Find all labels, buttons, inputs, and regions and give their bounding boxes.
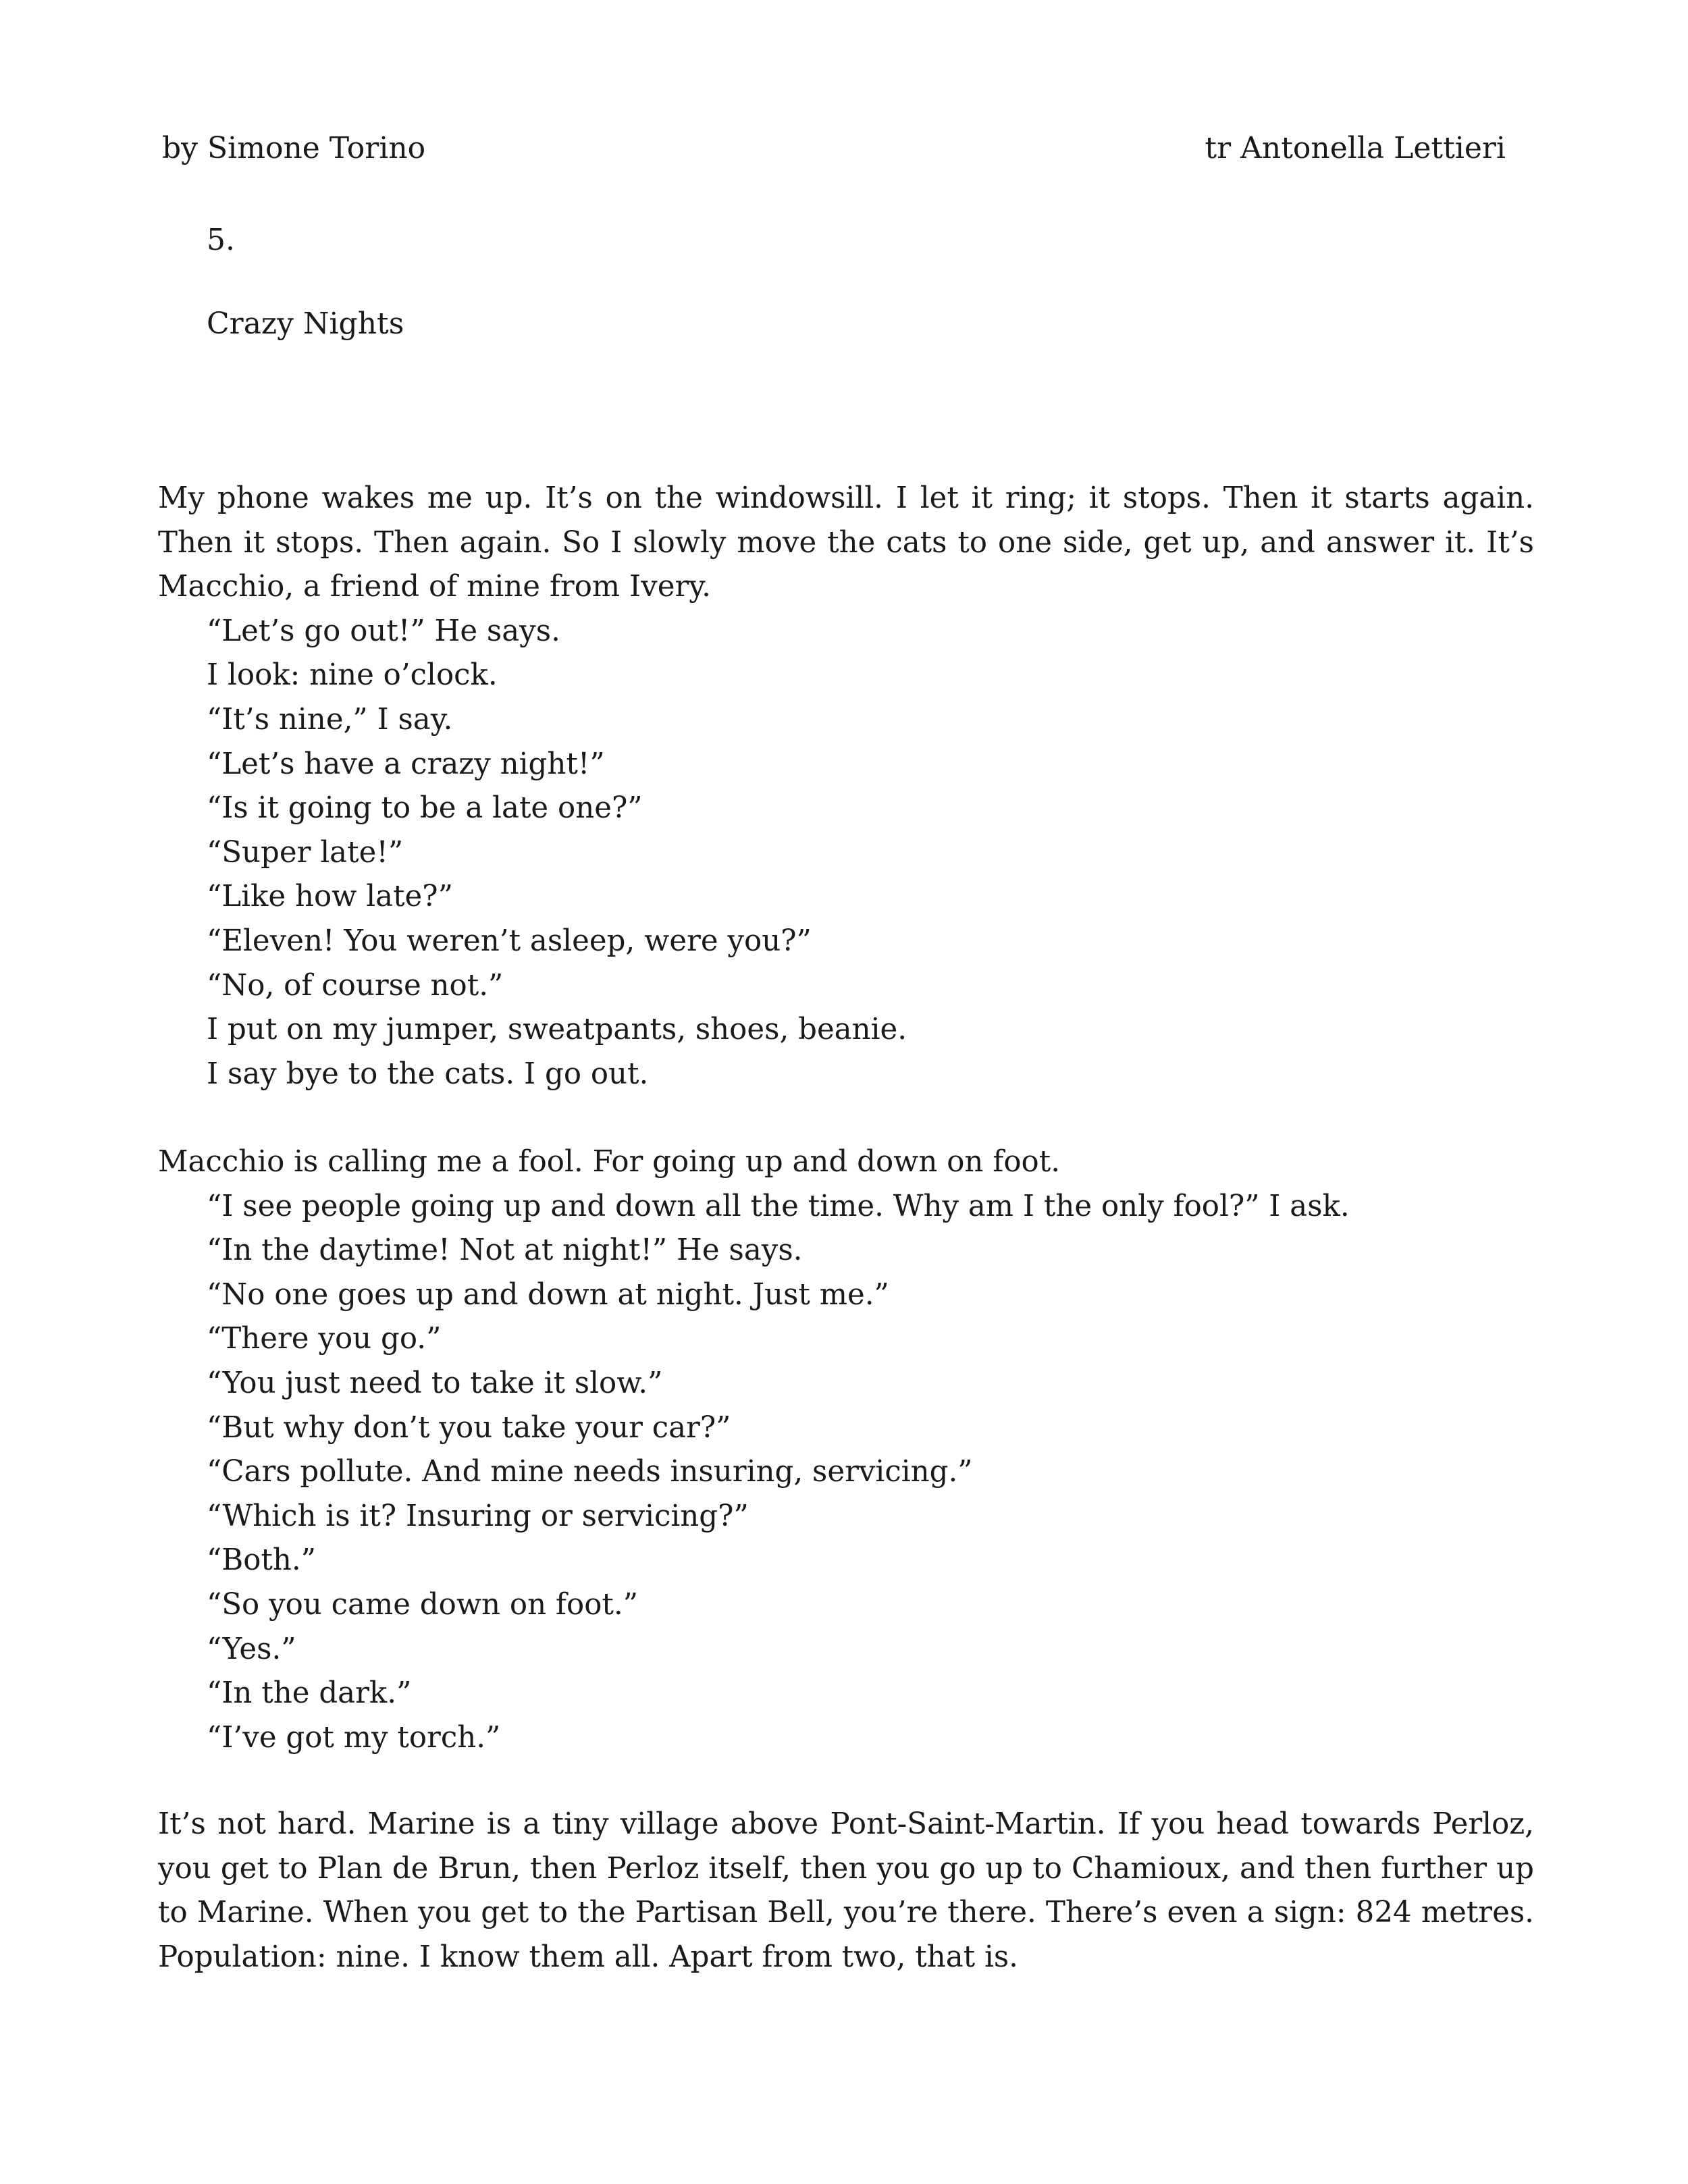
dialogue-line: “Cars pollute. And mine needs insuring, servicing.”: [207, 1455, 973, 1489]
dialogue-line: “In the dark.”: [207, 1676, 412, 1711]
dialogue-line: “So you came down on foot.”: [207, 1587, 638, 1622]
opening-paragraph: My phone wakes me up. It’s on the windowsill. I let it ring; it stops. Then it starts again. Then it stops. Then again. So I slowly move the cats to one side, get up, and answer it. It’s Macchio, a friend of mine from Ivery.: [158, 481, 1534, 604]
dialogue-line: “Both.”: [207, 1543, 316, 1578]
closing-paragraph: It’s not hard. Marine is a tiny village above Pont-Saint-Martin. If you head towards Perloz, you get to Plan de Brun, then Perloz itself, then you go up to Chamioux, and then further up to Marine. When you get to the Partisan Bell, you’re there. There’s even a sign: 824 metres. Population: nine. I know them all. Apart from two, that is.: [158, 1807, 1534, 1974]
section-phone-call: [158, 477, 1534, 1096]
dialogue-line: “No, of course not.”: [207, 968, 504, 1003]
dialogue-line: “You just need to take it slow.”: [207, 1366, 663, 1400]
section-marine-village: [158, 1803, 1534, 1979]
dialogue-line: “Let’s have a crazy night!”: [207, 747, 605, 781]
dialogue-line: I put on my jumper, sweatpants, shoes, beanie.: [207, 1013, 907, 1047]
opening-paragraph: Macchio is calling me a fool. For going up and down on foot.: [158, 1145, 1061, 1179]
dialogue-line: “Eleven! You weren’t asleep, were you?”: [207, 924, 812, 958]
dialogue-line: “Yes.”: [207, 1632, 296, 1666]
dialogue-line: “No one goes up and down at night. Just me.”: [207, 1277, 889, 1312]
dialogue-line: “Let’s go out!” He says.: [207, 614, 560, 648]
page-header: [162, 128, 1506, 169]
dialogue-line: “Super late!”: [207, 835, 404, 870]
dialogue-line: “But why don’t you take your car?”: [207, 1410, 731, 1445]
dialogue-line: I look: nine o’clock.: [207, 658, 498, 693]
dialogue-line: “Which is it? Insuring or servicing?”: [207, 1499, 749, 1533]
chapter-title: Crazy Nights: [207, 307, 404, 341]
dialogue-line: “There you go.”: [207, 1322, 442, 1356]
dialogue-line: “It’s nine,” I say.: [207, 702, 453, 737]
dialogue-line: “I’ve got my torch.”: [207, 1720, 501, 1755]
dialogue-line: “In the daytime! Not at night!” He says.: [207, 1233, 803, 1268]
chapter-number: 5.: [207, 223, 235, 257]
translator-credit: tr Antonella Lettieri: [1205, 131, 1506, 165]
dialogue-line: I say bye to the cats. I go out.: [207, 1057, 649, 1091]
dialogue-line: “Is it going to be a late one?”: [207, 791, 643, 826]
section-on-foot: [158, 1140, 1534, 1760]
dialogue-line: “I see people going up and down all the time. Why am I the only fool?” I ask.: [207, 1189, 1350, 1223]
author-byline: by Simone Torino: [162, 131, 426, 165]
dialogue-line: “Like how late?”: [207, 880, 453, 914]
